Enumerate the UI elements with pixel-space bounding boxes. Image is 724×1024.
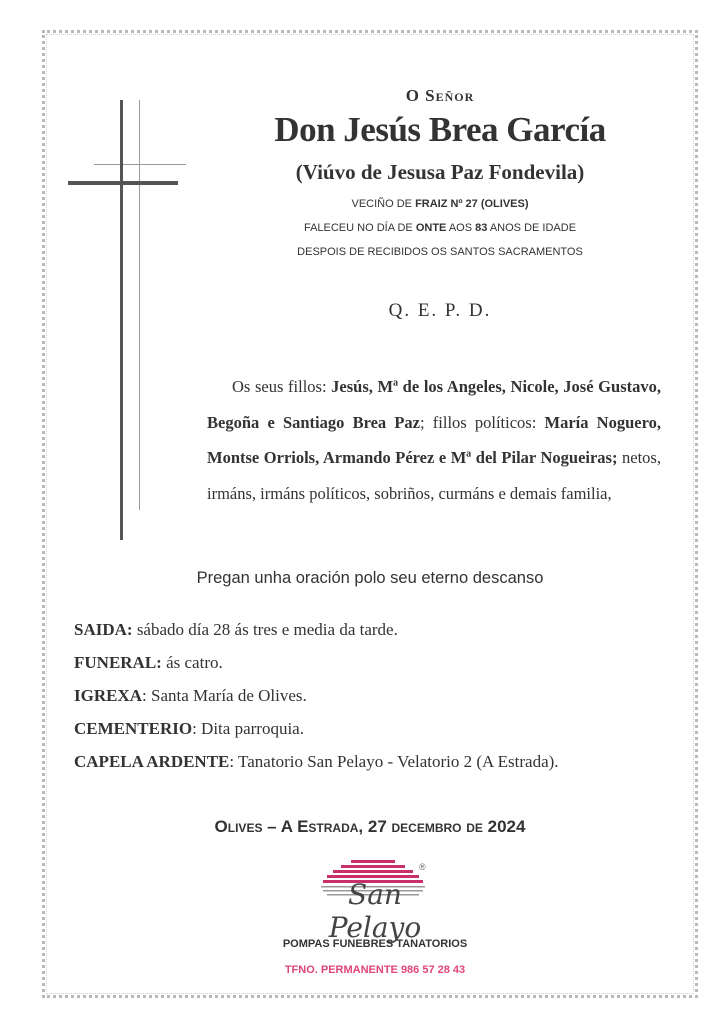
residence-line: VECIÑO DE FRAIZ Nº 27 (OLIVES) bbox=[351, 198, 529, 210]
company-name: POMPAS FUNEBRES TANATORIOS bbox=[282, 938, 468, 950]
detail-igrexa: IGREXA: Santa María de Olives. bbox=[74, 686, 307, 705]
logo-wordmark: San Pelayo bbox=[328, 878, 422, 944]
sacraments-line: DESPOIS DE RECIBIDOS OS SANTOS SACRAMENTOS bbox=[297, 246, 583, 258]
qepd: Q. E. P. D. bbox=[388, 300, 492, 321]
registered-mark: ® bbox=[419, 862, 426, 872]
detail-capela: CAPELA ARDENTE: Tanatorio San Pelayo - Velatorio 2 (A Estrada). bbox=[74, 752, 559, 771]
detail-saida: SAIDA: sábado día 28 ás tres e media da tarde. bbox=[74, 620, 398, 639]
family-paragraph: Os seus fillos: Jesús, Mª de los Angeles, Nicole, José Gustavo, Begoña e Santiago Brea Paz; fillos políticos: María Noguero, Montse Orriols, Armando Pérez e Mª del Pilar Nogueiras; netos, irmáns, irmáns políticos, sobriños, curmáns e demais familia, bbox=[207, 377, 661, 503]
widow-note: (Viúvo de Jesusa Paz Fondevila) bbox=[295, 160, 585, 184]
place-date: Olives – A Estrada, 27 decembro de 2024 bbox=[214, 817, 526, 836]
detail-cementerio: CEMENTERIO: Dita parroquia. bbox=[74, 719, 304, 738]
title-prefix: O Señor bbox=[405, 86, 475, 105]
phone-number: TFNO. PERMANENTE 986 57 28 43 bbox=[284, 964, 466, 976]
deceased-name: Don Jesús Brea García bbox=[274, 110, 606, 149]
detail-funeral: FUNERAL: ás catro. bbox=[74, 653, 223, 672]
prayer-line: Pregan unha oración polo seu eterno descanso bbox=[196, 569, 544, 587]
death-line: FALECEU NO DÍA DE ONTE AOS 83 ANOS DE IDADE bbox=[303, 222, 577, 234]
